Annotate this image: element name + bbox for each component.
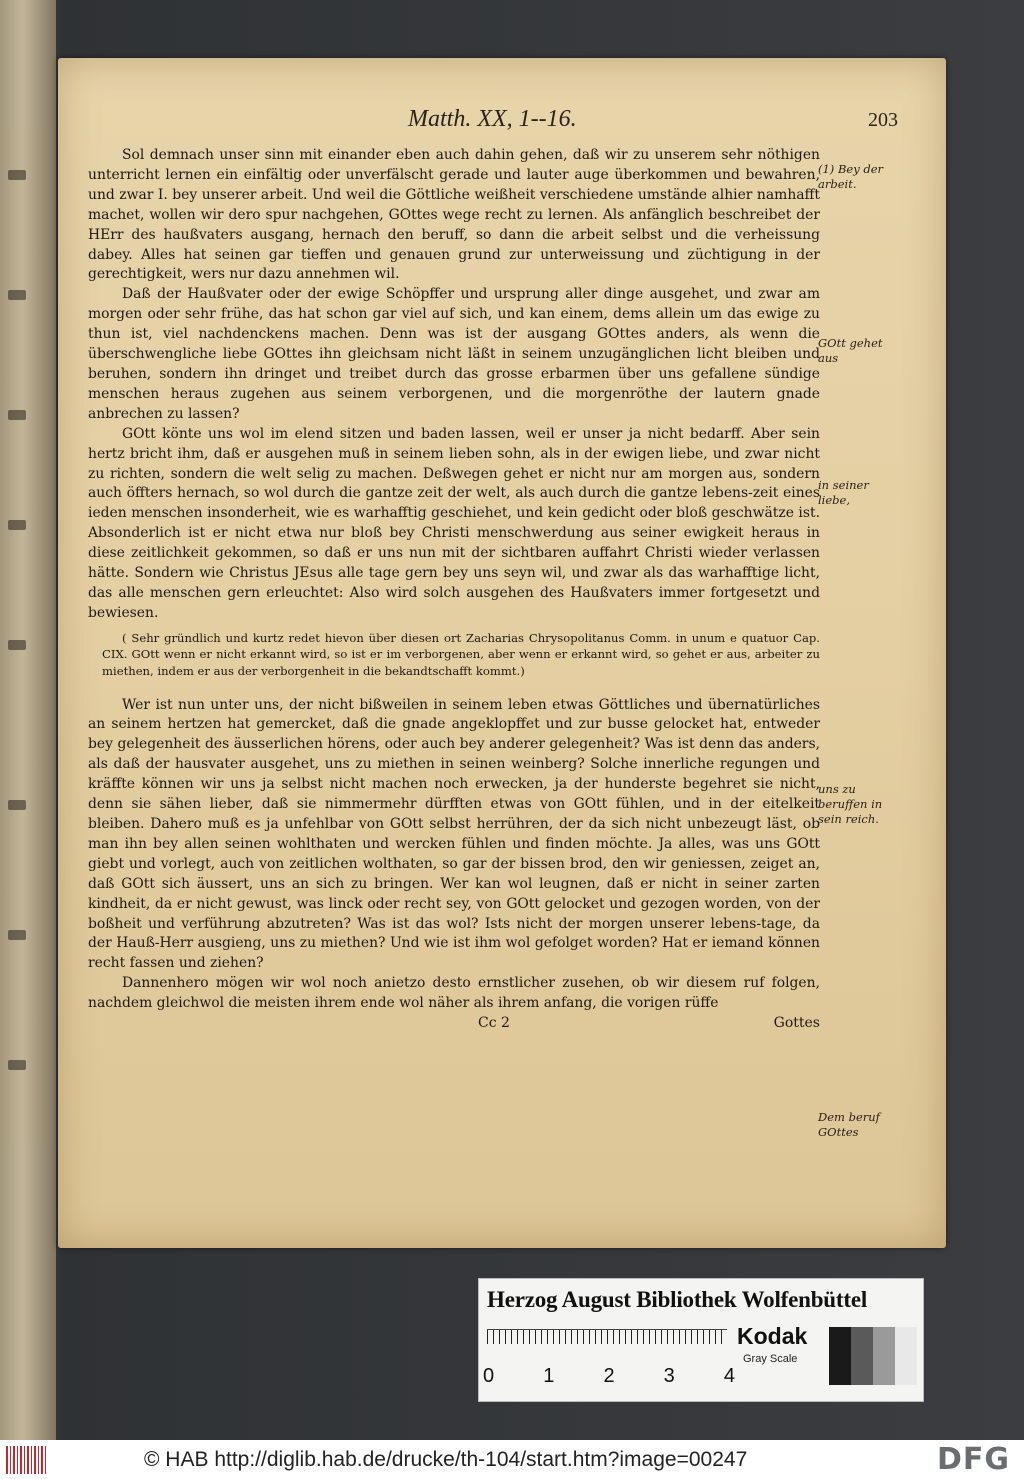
catchword-line xyxy=(88,1014,820,1034)
running-head xyxy=(358,106,898,138)
book-page xyxy=(58,58,946,1248)
ruler-number: 3 xyxy=(663,1365,675,1387)
paragraph: Sol demnach unser sinn mit einander eben auch dahin gehen, daß wir zu unserem sehr nöthigen unterricht lernen ein einfältig oder unverfälscht gerade und lauter auge überkommen und bewahren, und zwar I. bey unserer arbeit. Und weil die Göttliche weißheit verschiedene umstände alhier namhafft machet, wollen wir dero spur nachgehen, GOttes wege recht zu lernen. Als anfänglich beschreibet der HErr des haußvaters ausgang, hernach den beruff, so dann die arbeit selbst und die verheissung dabey. Alles hat seinen gar tieffen und genauen grund zur unterweissung und züchtigung in der gerechtigkeit, wers nur dazu annehmen wil. xyxy=(88,147,820,283)
gray-swatch xyxy=(851,1327,873,1385)
bleed-mark xyxy=(8,410,26,420)
viewer-footer xyxy=(0,1440,1024,1479)
ruler-number: 0 xyxy=(483,1365,495,1387)
gray-swatch xyxy=(873,1327,895,1385)
bleed-mark xyxy=(8,170,26,180)
bleed-mark xyxy=(8,290,26,300)
kodak-logo: Kodak xyxy=(737,1323,808,1349)
marginal-note: (1) Bey der arbeit. xyxy=(818,162,884,191)
ruler-number: 2 xyxy=(603,1365,615,1387)
gray-scale-label: Gray Scale xyxy=(743,1353,798,1365)
ruler-scale xyxy=(487,1329,727,1356)
copyright-link[interactable]: © HAB http://diglib.hab.de/drucke/th-104/start.htm?image=00247 xyxy=(144,1447,748,1471)
paragraph: Daß der Haußvater oder der ewige Schöpffer und ursprung aller dinge ausgehet, und zwar am morgen oder sehr frühe, das hat schon gar viel auf sich, und kan einem, dems allein um das ewige zu thun ist, viel nachdenckens machen. Denn was ist der ausgang GOttes anders, als wenn die überschwengliche liebe GOttes ihn gleichsam nicht läßt in seinem unzugänglichen licht bleiben und beruhen, sondern ihn dringet und treibet durch das grosse erbarmen über uns gefallene sündige menschen heraus zugehen aus seinem verborgenen, und die morgenröthe der lautern gnade anbrechen zu lassen? xyxy=(88,286,820,422)
color-target-card xyxy=(478,1278,924,1402)
marginal-note: Dem beruf GOttes xyxy=(818,1110,880,1139)
bleed-mark xyxy=(8,640,26,650)
ruler-number: 4 xyxy=(723,1365,735,1387)
ruler-numbers xyxy=(483,1365,735,1388)
paragraph: GOtt könte uns wol im elend sitzen und baden lassen, weil er unser ja nicht bedarff. Aber sein hertz bricht ihm, daß er ausgehen muß in seinem lieben sohn, als in der ewigen liebe, und zwar nicht zu richten, sondern die welt selig zu machen. Deßwegen gehet er nicht nur am morgen aus, sondern auch öffters hernach, so wol durch die gantze zeit der welt, als auch durch die gantze lebens-zeit eines ieden menschen insonderheit, wie es warhafftig geschiehet, und kein gedicht oder bloß geschwätze ist. Absonderlich ist er nicht etwa nur bloß bey Christi menschwerdung aus seiner ewigkeit heraus in diese zeitlichkeit gekommen, so daß er uns nun mit der sichtbaren auffahrt Christi wieder verlassen hätte. Sondern wie Christus JEsus alle tage gern bey uns seyn wil, und zwar als das warhafftige licht, das alle menschen gern erleuchtet: Also wird solch ausgehen des Haußvaters immer fortgesetzt und bewiesen. xyxy=(88,425,820,621)
paragraph: Wer ist nun unter uns, der nicht bißweilen in seinem leben etwas Göttliches und übernatürliches an seinem hertzen hat gemercket, daß die gnade angeklopffet und zur busse gelocket hat, entweder bey gelegenheit des äusserlichen hörens, oder auch bey anderer gelegenheit? Was ist denn das anders, als daß der hausvater ausgehet, uns zu miethen in seinen weinberg? Solche innerliche regungen und kräffte können wir uns ja selbst nicht machen noch erwecken, ja der hunderste begehret sie nicht, denn sie sähen lieber, daß sie nimmermehr dürfften etwas von GOtt fühlen, und in der eitelkeit bleiben. Dahero muß es ja unfehlbar von GOtt selbst herrühren, der da sich nicht unbezeugt läst, ob man ihn bey allen seinen wohlthaten und wercken fühlen und finden möchte. Ja alles, was uns GOtt giebt und vorlegt, auch von zeitlichen wolthaten, so gar der bissen brod, den wir geniessen, zeiget an, daß GOtt sich äussert, uns an sich zu bringen. Wer kan wol leugnen, daß er nicht in seiner zarten kindheit, da er nicht gewust, was linck oder recht sey, von GOtt gelocket und gezogen worden, von der boßheit und verführung abzutreten? Was ist das wol? Ists nicht der morgen unserer lebens-tage, da der Hauß-Herr ausgieng, uns zu miethen? Und wie ist ihm wol gefolget worden? Hat er iemand können recht fassen und ziehen? xyxy=(88,696,820,972)
gray-swatch xyxy=(829,1327,851,1385)
page-number: 203 xyxy=(868,109,898,131)
catchword: Gottes xyxy=(773,1015,820,1032)
hab-logo-icon xyxy=(6,1446,46,1474)
body-text xyxy=(88,146,820,1034)
bleed-mark xyxy=(8,800,26,810)
ruler-number: 1 xyxy=(543,1365,555,1387)
dfg-logo: DFG xyxy=(936,1442,1010,1477)
gray-swatch xyxy=(895,1327,917,1385)
bleed-mark xyxy=(8,520,26,530)
running-title: Matth. XX, 1--16. xyxy=(408,106,577,132)
paragraph: Dannenhero mögen wir wol noch anietzo desto ernstlicher zusehen, ob wir diesem ruf folgen, nachdem gleichwol die meisten ihrem ende wol näher als ihrem anfang, die vorigen rüffe xyxy=(88,975,820,1012)
signature-mark: Cc 2 xyxy=(478,1015,510,1032)
gray-swatches xyxy=(829,1327,917,1385)
bleed-mark xyxy=(8,1060,26,1070)
marginal-note: GOtt gehet aus xyxy=(818,336,883,365)
marginal-note: uns zu beruffen in sein reich. xyxy=(818,782,883,826)
quotation: ( Sehr gründlich und kurtz redet hievon über diesen ort Zacharias Chrysopolitanus Comm. in unum e quatuor Cap. CIX. GOtt wenn er nicht erkannt wird, so ist er im verborgenen, aber wenn er erkannt wird, so gehet er aus, arbeiter zu miethen, indem er aus der verborgenheit in die bekandtschafft kommt.) xyxy=(102,630,820,678)
library-name: Herzog August Bibliothek Wolfenbüttel xyxy=(487,1287,868,1312)
marginal-note: in seiner liebe, xyxy=(818,478,869,507)
previous-page-edge xyxy=(0,0,56,1440)
bleed-mark xyxy=(8,930,26,940)
